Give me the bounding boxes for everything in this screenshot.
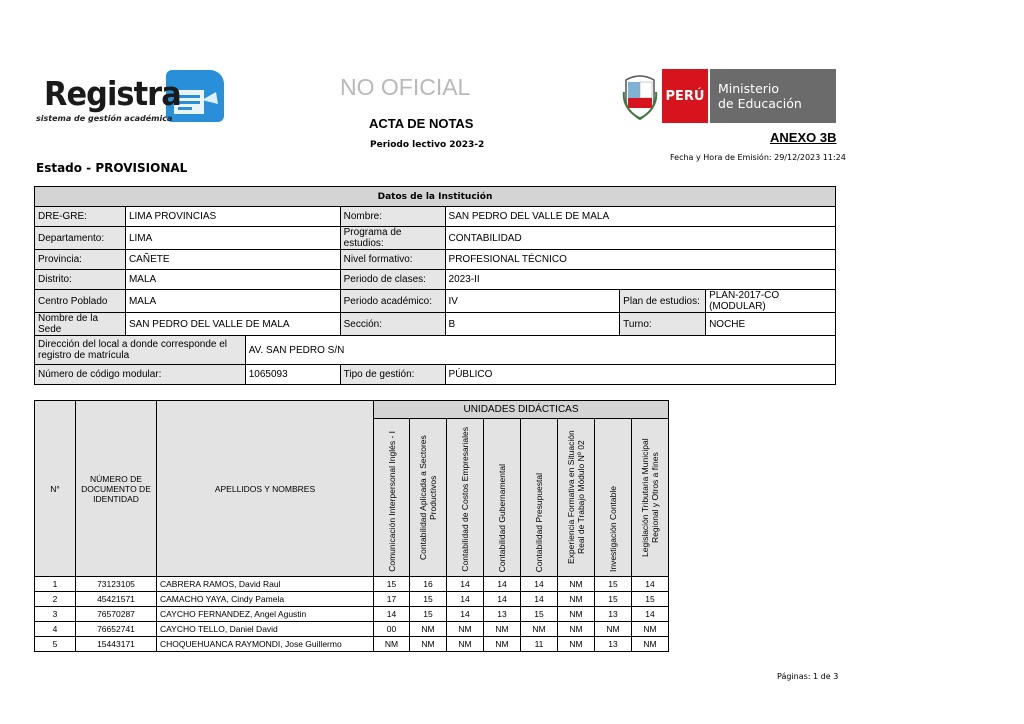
grade-cell: NM — [558, 607, 595, 622]
grade-cell: 15 — [410, 607, 447, 622]
grade-cell: 11 — [521, 637, 558, 652]
document-number: 15443171 — [76, 637, 157, 652]
grades-table — [34, 400, 669, 652]
row-number: 3 — [35, 607, 76, 622]
unit-name: Contabilidad Gubernamental — [497, 463, 507, 572]
unit-header — [558, 419, 595, 577]
turno-value: NOCHE — [706, 313, 836, 336]
grade-cell: NM — [484, 622, 521, 637]
institution-table — [34, 186, 836, 385]
anexo-label: ANEXO 3B — [770, 130, 837, 145]
student-name: CAYCHO FERNANDEZ, Angel Agustin — [157, 607, 374, 622]
grade-cell: 15 — [595, 577, 632, 592]
grade-cell: NM — [521, 622, 558, 637]
student-row — [35, 622, 669, 637]
fecha-emision: Fecha y Hora de Emisión: 29/12/2023 11:24 — [670, 153, 846, 162]
grade-cell: 13 — [484, 607, 521, 622]
unit-name: Contabilidad Presupuestal — [534, 472, 544, 572]
direccion-value: AV. SAN PEDRO S/N — [245, 336, 835, 365]
seccion-label: Sección: — [340, 313, 445, 336]
grade-cell: 15 — [595, 592, 632, 607]
grade-cell: NM — [447, 622, 484, 637]
page-count: Páginas: 1 de 3 — [777, 672, 839, 681]
student-name: CAMACHO YAYA, Cindy Pamela — [157, 592, 374, 607]
grade-cell: NM — [558, 637, 595, 652]
gestion-value: PÚBLICO — [445, 365, 835, 385]
col-nombres: APELLIDOS Y NOMBRES — [157, 401, 374, 577]
grade-cell: 14 — [374, 607, 410, 622]
student-name: CHOQUEHUANCA RAYMONDI, Jose Guillermo — [157, 637, 374, 652]
grade-cell: NM — [558, 592, 595, 607]
unit-header — [632, 419, 669, 577]
grade-cell: 15 — [632, 592, 669, 607]
unit-name: Comunicación Interpersonal Inglés - I — [386, 431, 397, 572]
grade-cell: 14 — [632, 577, 669, 592]
estado-label: Estado - PROVISIONAL — [36, 161, 188, 175]
seccion-value: B — [445, 313, 620, 336]
grade-cell: 15 — [374, 577, 410, 592]
document-number: 73123105 — [76, 577, 157, 592]
grade-cell: 13 — [595, 607, 632, 622]
periodo-acad-value: IV — [445, 290, 620, 313]
document-number: 76652741 — [76, 622, 157, 637]
peru-brand: PERÚ — [662, 69, 708, 123]
plan-value: PLAN-2017-CO (MODULAR) — [706, 290, 836, 313]
unit-name: Legislación Tributaria Municipal Regional y Otros a fines — [640, 438, 660, 557]
periodo-clases-label: Periodo de clases: — [340, 270, 445, 290]
unit-header — [410, 419, 447, 577]
depto-value: LIMA — [125, 227, 340, 250]
sede-value: SAN PEDRO DEL VALLE DE MALA — [125, 313, 340, 336]
ministry-line-2: de Educación — [718, 96, 802, 111]
grade-cell: 14 — [521, 592, 558, 607]
grade-cell: 14 — [521, 577, 558, 592]
periodo-acad-label: Periodo académico: — [340, 290, 445, 313]
distrito-value: MALA — [125, 270, 340, 290]
gestion-label: Tipo de gestión: — [340, 365, 445, 385]
grade-cell: NM — [632, 637, 669, 652]
nombre-value: SAN PEDRO DEL VALLE DE MALA — [445, 207, 835, 227]
grade-cell: 14 — [632, 607, 669, 622]
grade-cell: 14 — [447, 592, 484, 607]
student-name: CAYCHO TELLO, Daniel David — [157, 622, 374, 637]
grade-cell: NM — [447, 637, 484, 652]
unit-name: Contabilidad de Costos Empresariales — [460, 427, 470, 572]
unit-header — [521, 419, 558, 577]
student-name: CABRERA RAMOS, David Raul — [157, 577, 374, 592]
grade-cell: NM — [558, 577, 595, 592]
direccion-label: Dirección del local a donde corresponde el registro de matrícula — [35, 336, 246, 365]
grade-cell: 00 — [374, 622, 410, 637]
centro-label: Centro Poblado — [35, 290, 126, 313]
provincia-value: CAÑETE — [125, 250, 340, 270]
grade-cell: NM — [484, 637, 521, 652]
document-title: ACTA DE NOTAS — [369, 116, 474, 131]
row-number: 5 — [35, 637, 76, 652]
institution-title: Datos de la Institución — [35, 187, 836, 207]
unit-header — [595, 419, 632, 577]
dre-value: LIMA PROVINCIAS — [125, 207, 340, 227]
grade-cell: NM — [558, 622, 595, 637]
peru-shield-icon — [622, 72, 658, 120]
grade-cell: NM — [410, 637, 447, 652]
grade-cell: NM — [410, 622, 447, 637]
document-number: 76570287 — [76, 607, 157, 622]
turno-label: Turno: — [620, 313, 706, 336]
sede-label: Nombre de la Sede — [35, 313, 126, 336]
unit-header — [374, 419, 410, 577]
unit-header — [484, 419, 521, 577]
provincia-label: Provincia: — [35, 250, 126, 270]
nivel-value: PROFESIONAL TÉCNICO — [445, 250, 835, 270]
student-row — [35, 607, 669, 622]
watermark-no-oficial: NO OFICIAL — [340, 74, 471, 100]
periodo-lectivo: Periodo lectivo 2023-2 — [370, 140, 485, 150]
grade-cell: 15 — [521, 607, 558, 622]
centro-value: MALA — [125, 290, 340, 313]
row-number: 2 — [35, 592, 76, 607]
codigo-value: 1065093 — [245, 365, 340, 385]
grade-cell: 13 — [595, 637, 632, 652]
grade-cell: 14 — [484, 592, 521, 607]
unit-name: Contabilidad Aplicada a Sectores Productivos — [418, 435, 438, 560]
codigo-label: Número de código modular: — [35, 365, 246, 385]
dre-label: DRE-GRE: — [35, 207, 126, 227]
grade-cell: 15 — [410, 592, 447, 607]
unit-header — [447, 419, 484, 577]
distrito-label: Distrito: — [35, 270, 126, 290]
col-documento: NÚMERO DE DOCUMENTO DE IDENTIDAD — [76, 401, 157, 577]
grade-cell: NM — [632, 622, 669, 637]
grade-cell: 14 — [447, 607, 484, 622]
grade-cell: NM — [595, 622, 632, 637]
programa-label: Programa de estudios: — [340, 227, 445, 250]
grade-cell: 17 — [374, 592, 410, 607]
grade-cell: NM — [374, 637, 410, 652]
document-number: 45421571 — [76, 592, 157, 607]
student-row — [35, 577, 669, 592]
unit-name: Investigación Contable — [608, 485, 618, 572]
ministry-line-1: Ministerio — [718, 81, 780, 96]
nivel-label: Nivel formativo: — [340, 250, 445, 270]
grade-cell: 14 — [484, 577, 521, 592]
row-number: 1 — [35, 577, 76, 592]
registra-logo: Registra — [44, 74, 181, 113]
grade-cell: 16 — [410, 577, 447, 592]
col-numero: N° — [35, 401, 76, 577]
periodo-clases-value: 2023-II — [445, 270, 835, 290]
plan-label: Plan de estudios: — [620, 290, 706, 313]
registra-tagline: sistema de gestión académica — [36, 114, 173, 123]
unit-name: Experiencia Formativa en Situación Real de Trabajo Módulo Nº 02 — [566, 430, 586, 565]
student-row — [35, 592, 669, 607]
ministerio-educacion-brand — [710, 69, 836, 123]
grade-cell: 14 — [447, 577, 484, 592]
depto-label: Departamento: — [35, 227, 126, 250]
programa-value: CONTABILIDAD — [445, 227, 835, 250]
unidades-didacticas-header: UNIDADES DIDÁCTICAS — [374, 401, 669, 419]
row-number: 4 — [35, 622, 76, 637]
student-row — [35, 637, 669, 652]
nombre-label: Nombre: — [340, 207, 445, 227]
